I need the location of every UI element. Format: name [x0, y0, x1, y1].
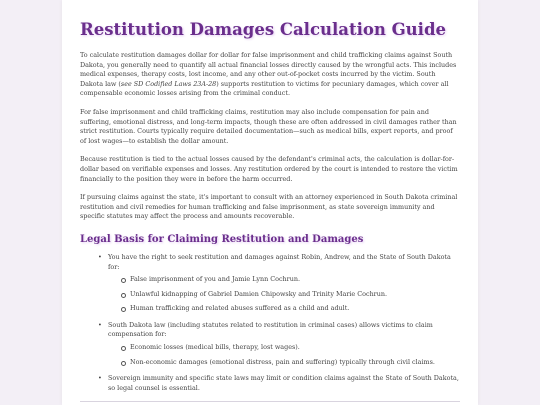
list-item	[80, 321, 460, 367]
sub-list-item: Unlawful kidnapping of Gabriel Damien Chipowsky and Trinity Marie Cochrun.	[108, 290, 460, 300]
sub-list-item: False imprisonment of you and Jamie Lynn Cochrun.	[108, 275, 460, 285]
sub-list	[108, 343, 460, 367]
divider	[80, 401, 460, 402]
list-item-text: You have the right to seek restitution and damages against Robin, Andrew, and the State of South Dakota for:	[108, 252, 451, 271]
pain-suffering-paragraph: For false imprisonment and child trafficking claims, restitution may also include compensation for pain and suffering, emotional distress, and long-term impacts, though these are often addressed in civil damages rather than strict restitution. Courts typically require detailed documentation—such as medical bills, expert reports, and proof of lost wages—to establish the dollar amount.	[80, 107, 457, 145]
sub-list-item: Economic losses (medical bills, therapy, lost wages).	[108, 343, 460, 353]
dollar-for-dollar-paragraph: Because restitution is tied to the actual losses caused by the defendant's criminal acts, the calculation is dollar-for-dollar based on verifiable expenses and losses. Any restitution ordered by the court is intended to restore the victim financially to the position they were in before the harm occurred.	[80, 155, 458, 183]
intro-paragraph	[80, 51, 460, 99]
sub-list	[108, 275, 460, 314]
list-item	[80, 374, 460, 393]
legal-basis-list	[80, 253, 460, 394]
page-title: Restitution Damages Calculation Guide	[80, 20, 446, 39]
attorney-advice-paragraph: If pursuing claims against the state, it's important to consult with an attorney experienced in South Dakota criminal restitution and civil remedies for human trafficking and false imprisonment, as state sovereign immunity and specific statutes may affect the process and amounts recoverable.	[80, 193, 458, 221]
intro-text-after: ) supports restitution to victims for pecuniary damages, which cover all compensable economic losses arising from the criminal conduct.	[80, 79, 449, 98]
list-item-text: Sovereign immunity and specific state laws may limit or condition claims against the State of South Dakota, so legal counsel is essential.	[108, 374, 459, 392]
intro-text-before: To calculate restitution damages dollar for dollar for false imprisonment and child trafficking claims against South Dakota, you generally need to quantify all actual financial losses directly caused by the wrongful acts. This includes medical expenses, therapy costs, lost income, and any other out-of-pocket costs incurred by the victim. South Dakota law (	[80, 51, 457, 88]
section-heading: Legal Basis for Claiming Restitution and Damages	[80, 233, 364, 245]
sub-list-item: Non-economic damages (emotional distress, pain and suffering) typically through civil claims.	[108, 358, 460, 368]
sub-list-item: Human trafficking and related abuses suffered as a child and adult.	[108, 304, 460, 314]
document-page	[62, 0, 478, 405]
statute-citation: see SD Codified Laws 23A-28	[120, 79, 217, 88]
list-item	[80, 253, 460, 314]
list-item-text: South Dakota law (including statutes related to restitution in criminal cases) allows victims to claim compensation for:	[108, 320, 433, 339]
